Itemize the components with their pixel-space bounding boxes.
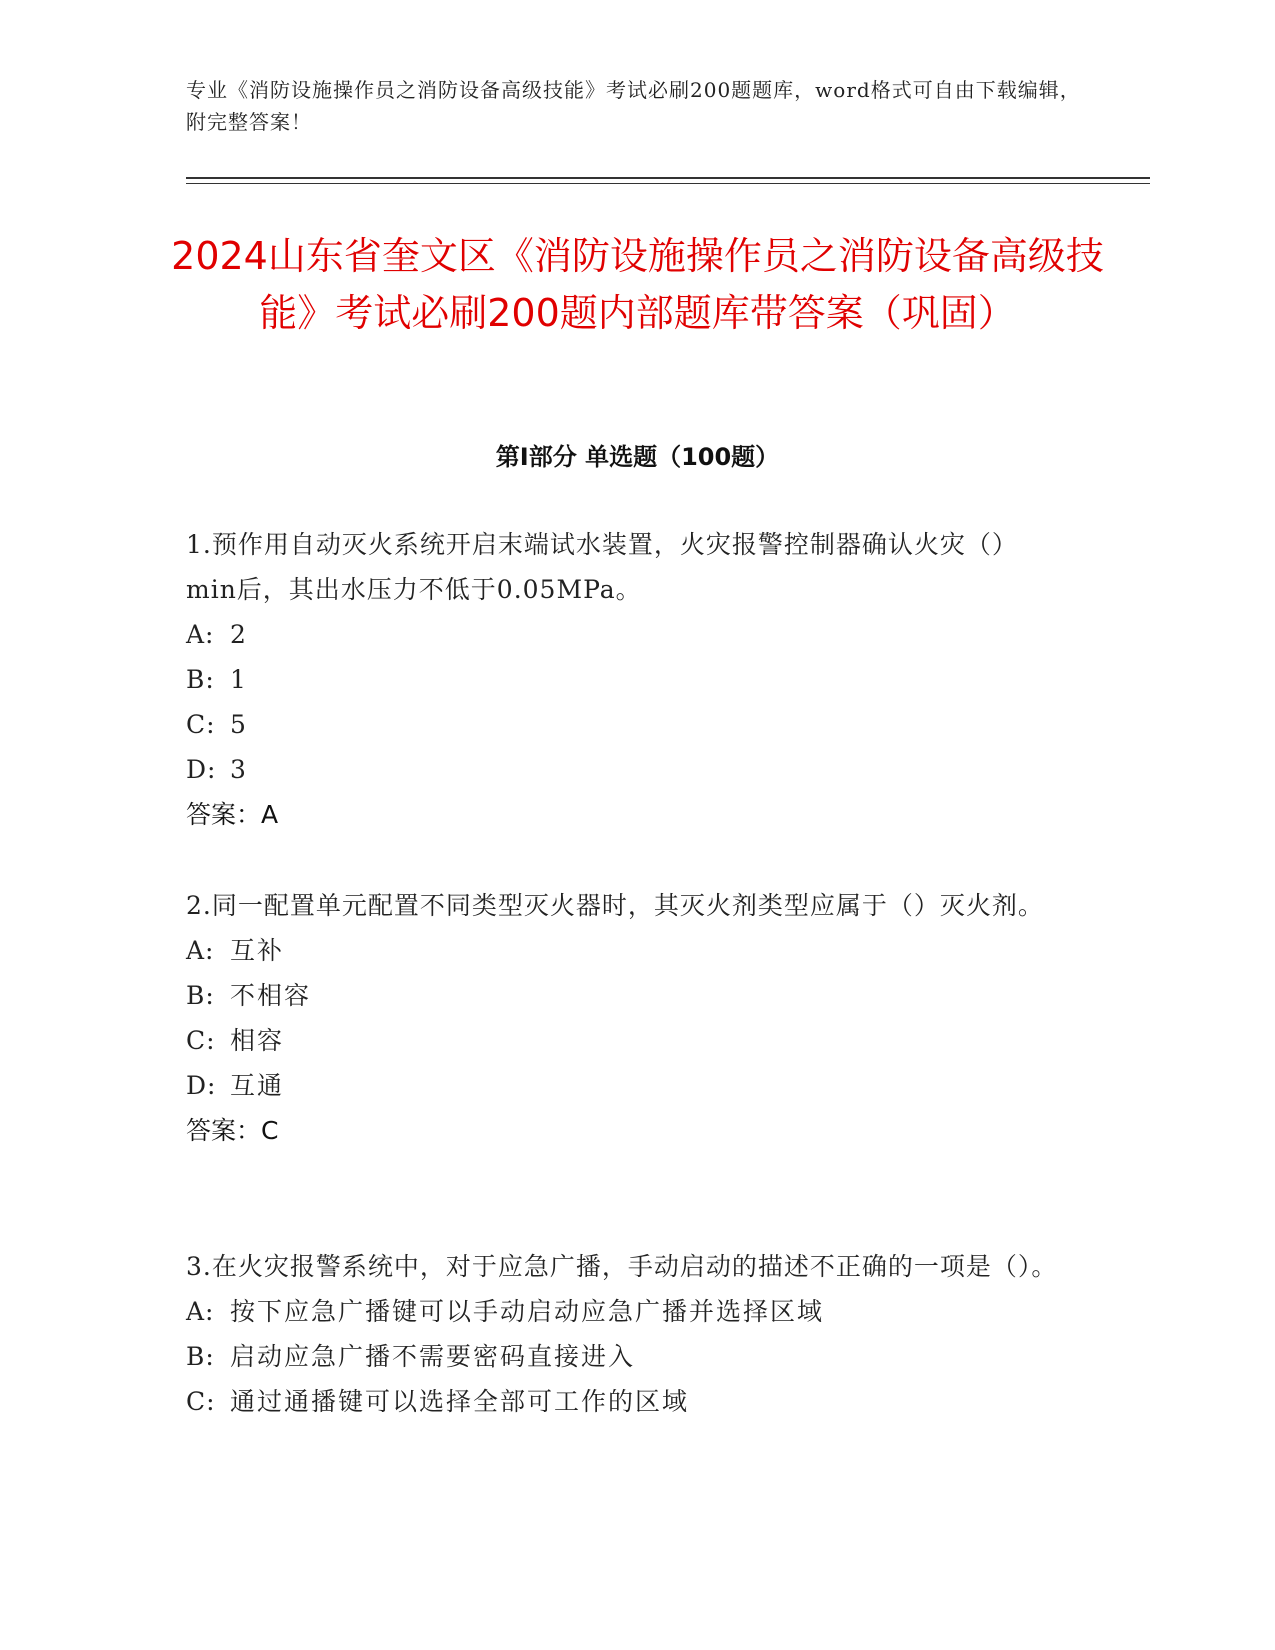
option-text: 通过通播键可以选择全部可工作的区域 — [230, 1387, 690, 1416]
question-3 — [186, 1244, 1066, 1424]
question-stem: 1.预作用自动灭火系统开启末端试水装置，火灾报警控制器确认火灾（）min后，其出水压力不低于0.05MPa。 — [186, 530, 1018, 604]
document-title: 2024山东省奎文区《消防设施操作员之消防设备高级技能》考试必刷200题内部题库带答案（巩固） — [171, 234, 1104, 335]
option-text: 1 — [230, 665, 248, 694]
option-letter: C: — [186, 710, 216, 739]
option-text: 相容 — [230, 1026, 285, 1055]
option-d — [186, 1063, 1066, 1108]
question-1 — [186, 522, 1066, 837]
question-stem: 3.在火灾报警系统中，对于应急广播，手动启动的描述不正确的一项是（）。 — [186, 1252, 1058, 1281]
option-text: 2 — [230, 620, 248, 649]
option-c — [186, 1379, 1066, 1424]
option-text: 互补 — [230, 936, 285, 965]
option-letter: B: — [186, 1342, 215, 1371]
option-letter: A: — [186, 1297, 215, 1326]
header-note: 专业《消防设施操作员之消防设备高级技能》考试必刷200题题库，word格式可自由下载编辑，附完整答案！ — [186, 78, 1081, 134]
option-a — [186, 612, 1066, 657]
question-2 — [186, 883, 1066, 1153]
option-text: 互通 — [230, 1071, 285, 1100]
option-text: 5 — [230, 710, 248, 739]
option-c — [186, 702, 1066, 747]
option-letter: C: — [186, 1387, 216, 1416]
option-b — [186, 1334, 1066, 1379]
option-text: 不相容 — [230, 981, 312, 1010]
section-title: 第I部分 单选题（100题） — [495, 443, 780, 471]
header-divider — [186, 177, 1150, 179]
option-b — [186, 973, 1066, 1018]
option-letter: A: — [186, 620, 215, 649]
option-a — [186, 1289, 1066, 1334]
option-letter: D: — [186, 1071, 217, 1100]
question-stem: 2.同一配置单元配置不同类型灭火器时，其灭火剂类型应属于（）灭火剂。 — [186, 891, 1044, 920]
option-text: 3 — [230, 755, 248, 784]
option-b — [186, 657, 1066, 702]
option-a — [186, 928, 1066, 973]
option-letter: B: — [186, 665, 215, 694]
answer-line: 答案：A — [186, 800, 279, 829]
option-text: 按下应急广播键可以手动启动应急广播并选择区域 — [230, 1297, 825, 1326]
answer-line: 答案：C — [186, 1116, 279, 1145]
option-letter: B: — [186, 981, 215, 1010]
option-letter: C: — [186, 1026, 216, 1055]
option-c — [186, 1018, 1066, 1063]
option-d — [186, 747, 1066, 792]
option-letter: A: — [186, 936, 215, 965]
header-divider-thin — [186, 183, 1150, 184]
option-text: 启动应急广播不需要密码直接进入 — [230, 1342, 636, 1371]
option-letter: D: — [186, 755, 217, 784]
